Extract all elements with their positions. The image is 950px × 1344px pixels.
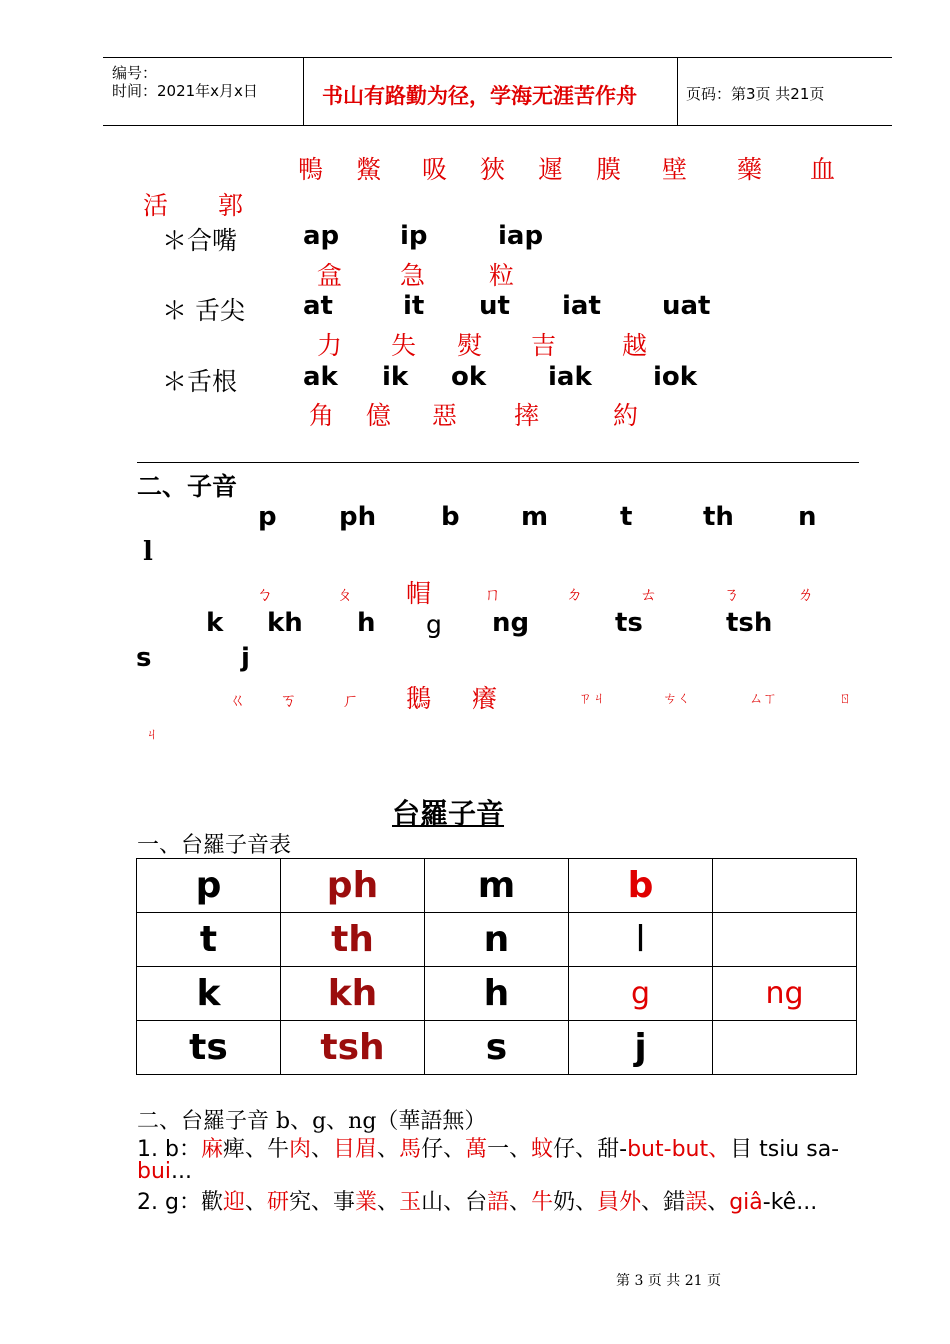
table-cell: b [569, 859, 713, 913]
char-3: 吸 [422, 155, 448, 184]
table-cell [713, 859, 857, 913]
final-it: it [403, 291, 425, 321]
final-ak: ak [303, 362, 338, 392]
table-cell: th [281, 913, 425, 967]
final-iok: iok [653, 362, 698, 392]
group3-char-3: 惡 [432, 401, 458, 430]
example-segment: 牛 [266, 1137, 289, 1162]
example-segment: 目 tsiu sa- [730, 1137, 840, 1162]
table-row [137, 967, 857, 1021]
table-cell: h [425, 967, 569, 1021]
example-segment: 蚊 [531, 1137, 554, 1162]
doc-time-label: 时间：2021年x月x日 [112, 82, 258, 100]
example-segment: 歡 [200, 1190, 223, 1215]
final-ok: ok [451, 362, 487, 392]
group3-char-2: 億 [366, 401, 392, 430]
header-divider-right [677, 57, 678, 126]
example-segment: 、 [311, 1137, 334, 1162]
final-iap: iap [498, 221, 544, 251]
example-segment: 牛 [531, 1190, 554, 1215]
consonant-s: s [136, 643, 152, 673]
group-label-closed-lips: ＊合嘴 [162, 226, 238, 255]
table-cell: p [137, 859, 281, 913]
consonant-kh: kh [267, 608, 303, 638]
example-line-b [137, 1132, 839, 1163]
table-cell: g [569, 967, 713, 1021]
zhuyin-17: ㄖ [838, 691, 852, 707]
zhuyin-2: ㄆ [336, 585, 353, 605]
consonant-b: b [441, 502, 460, 532]
tailo-table-title: 一、台羅子音表 [137, 833, 292, 858]
final-uat: uat [662, 291, 711, 321]
example-segment: 馬 [399, 1137, 422, 1162]
example-segment: ... [171, 1159, 193, 1184]
example-segment: 一、 [487, 1137, 532, 1162]
zhuyin-14: ㄗㄐ [578, 691, 606, 707]
consonant-k: k [206, 608, 224, 638]
table-cell: ph [281, 859, 425, 913]
group2-char-1: 力 [317, 331, 343, 360]
example-segment: 、 [509, 1190, 532, 1215]
table-cell: s [425, 1021, 569, 1075]
char-4: 狹 [480, 155, 506, 184]
example-b-parts [201, 1137, 839, 1162]
group2-char-5: 越 [622, 331, 648, 360]
zhuyin-1: ㄅ [256, 585, 273, 605]
table-cell: kh [281, 967, 425, 1021]
consonant-l: l [143, 537, 153, 567]
example-segment: 奶、 [553, 1190, 598, 1215]
example-segment: 迎 [222, 1190, 245, 1215]
zhuyin-9: ㄍ [229, 691, 246, 711]
example-segment: 業 [355, 1190, 378, 1215]
consonant-m: m [521, 502, 549, 532]
example-segment: bui [137, 1159, 172, 1184]
char-1: 鴨 [298, 155, 324, 184]
tailo-consonant-table [136, 858, 857, 1075]
header-page-info: 页码：第3页 共21页 [686, 85, 825, 103]
final-ip: ip [400, 221, 428, 251]
group1-char-2: 急 [400, 261, 426, 290]
table-cell: n [425, 913, 569, 967]
zhuyin-8: ㄌ [797, 585, 814, 605]
group3-char-5: 約 [613, 401, 639, 430]
final-ut: ut [479, 291, 510, 321]
table-cell [713, 1021, 857, 1075]
zhuyin-6: ㄊ [640, 585, 657, 605]
table-cell: l [569, 913, 713, 967]
tailo-heading: 台羅子音 [392, 797, 505, 830]
tailo-subtitle: 二、台羅子音 b、g、ng（華語無） [137, 1109, 487, 1134]
consonant-n: n [798, 502, 817, 532]
consonant-ts: ts [615, 608, 643, 638]
consonant-g: g [426, 610, 442, 639]
table-cell: m [425, 859, 569, 913]
final-ap: ap [303, 221, 340, 251]
consonant-ng: ng [492, 608, 530, 638]
example-line-b-wrap [137, 1159, 192, 1184]
example-segment: 目眉 [333, 1137, 378, 1162]
header-divider-left [303, 57, 304, 126]
zhuyin-7: ㄋ [723, 585, 740, 605]
zhuyin-15: ㄘㄑ [663, 691, 691, 707]
zhuyin-4: ㄇ [484, 585, 501, 605]
example-segment: giâ [729, 1190, 763, 1215]
example-segment: 究、事 [289, 1190, 356, 1215]
consonant-h: h [357, 608, 376, 638]
consonant-th: th [703, 502, 734, 532]
consonant-ph: ph [339, 502, 377, 532]
example-segment: 、錯 [641, 1190, 686, 1215]
example-segment: 仔、 [421, 1137, 466, 1162]
char-5: 遲 [538, 155, 564, 184]
final-at: at [303, 291, 333, 321]
char-2: 鱉 [356, 155, 382, 184]
example-segment: 麻 [200, 1137, 223, 1162]
zhuyin-5: ㄉ [566, 585, 583, 605]
table-row [137, 913, 857, 967]
zhuyin-12: 鵝 [406, 684, 432, 713]
example-segment: 語 [487, 1190, 510, 1215]
example-segment: -kê... [762, 1190, 818, 1215]
example-b-prefix: 1. b： [137, 1137, 201, 1162]
group3-char-1: 角 [309, 401, 335, 430]
doc-number-label: 编号： [112, 64, 158, 82]
group2-char-4: 吉 [531, 331, 557, 360]
consonant-p: p [258, 502, 277, 532]
example-g-parts [201, 1190, 817, 1215]
char-9: 血 [810, 155, 836, 184]
header-motto: 书山有路勤为径，学海无涯苦作舟 [322, 83, 637, 108]
zhuyin-10: ㄎ [280, 691, 297, 711]
example-segment: 研 [267, 1190, 290, 1215]
group2-char-2: 失 [391, 331, 417, 360]
section-rule [137, 462, 859, 463]
table-row [137, 1021, 857, 1075]
page-footer: 第 3 页 共 21 页 [616, 1273, 721, 1289]
consonant-t: t [620, 502, 633, 532]
example-segment: 員外 [597, 1190, 642, 1215]
final-iat: iat [562, 291, 601, 321]
header-top-rule [103, 57, 892, 58]
char-10: 活 [143, 191, 169, 220]
table-cell: ts [137, 1021, 281, 1075]
zhuyin-3: 帽 [406, 579, 432, 608]
group-label-tongue-root: ＊舌根 [162, 367, 238, 396]
table-cell [713, 913, 857, 967]
table-cell: tsh [281, 1021, 425, 1075]
example-g-prefix: 2. g： [137, 1190, 201, 1215]
group-label-tongue-tip: ＊ 舌尖 [162, 296, 245, 325]
example-segment: 、 [377, 1190, 400, 1215]
example-segment: 痺、 [222, 1137, 267, 1162]
example-segment: 山、台 [421, 1190, 488, 1215]
example-b-wrap [137, 1159, 192, 1184]
group2-char-3: 熨 [457, 331, 483, 360]
example-segment: 、 [377, 1137, 400, 1162]
char-7: 壁 [662, 155, 688, 184]
example-segment: 誤 [685, 1190, 708, 1215]
example-segment: 肉 [289, 1137, 312, 1162]
char-6: 膜 [596, 155, 622, 184]
final-iak: iak [548, 362, 592, 392]
example-segment: 仔、甜- [553, 1137, 628, 1162]
group1-char-1: 盒 [317, 261, 343, 290]
group3-char-4: 摔 [514, 401, 540, 430]
example-segment: 、 [244, 1190, 267, 1215]
table-cell: j [569, 1021, 713, 1075]
example-segment: 玉 [399, 1190, 422, 1215]
example-segment: 萬 [465, 1137, 488, 1162]
section2-title: 二、子音 [137, 472, 238, 501]
table-cell: t [137, 913, 281, 967]
example-segment: but-but、 [627, 1137, 731, 1162]
group1-char-3: 粒 [489, 261, 515, 290]
example-line-g [137, 1185, 817, 1216]
char-11: 郭 [218, 191, 244, 220]
final-ik: ik [382, 362, 409, 392]
zhuyin-11: ㄏ [342, 691, 359, 711]
example-segment: 、 [707, 1190, 730, 1215]
consonant-tsh: tsh [726, 608, 773, 638]
header-bottom-rule [103, 125, 892, 126]
table-cell: ng [713, 967, 857, 1021]
char-8: 藥 [737, 155, 763, 184]
zhuyin-16: ㄙㄒ [749, 691, 777, 707]
consonant-j: j [241, 643, 250, 673]
table-row [137, 859, 857, 913]
table-cell: k [137, 967, 281, 1021]
zhuyin-13: 癢 [472, 684, 498, 713]
zhuyin-18: ㄐ [145, 727, 159, 743]
